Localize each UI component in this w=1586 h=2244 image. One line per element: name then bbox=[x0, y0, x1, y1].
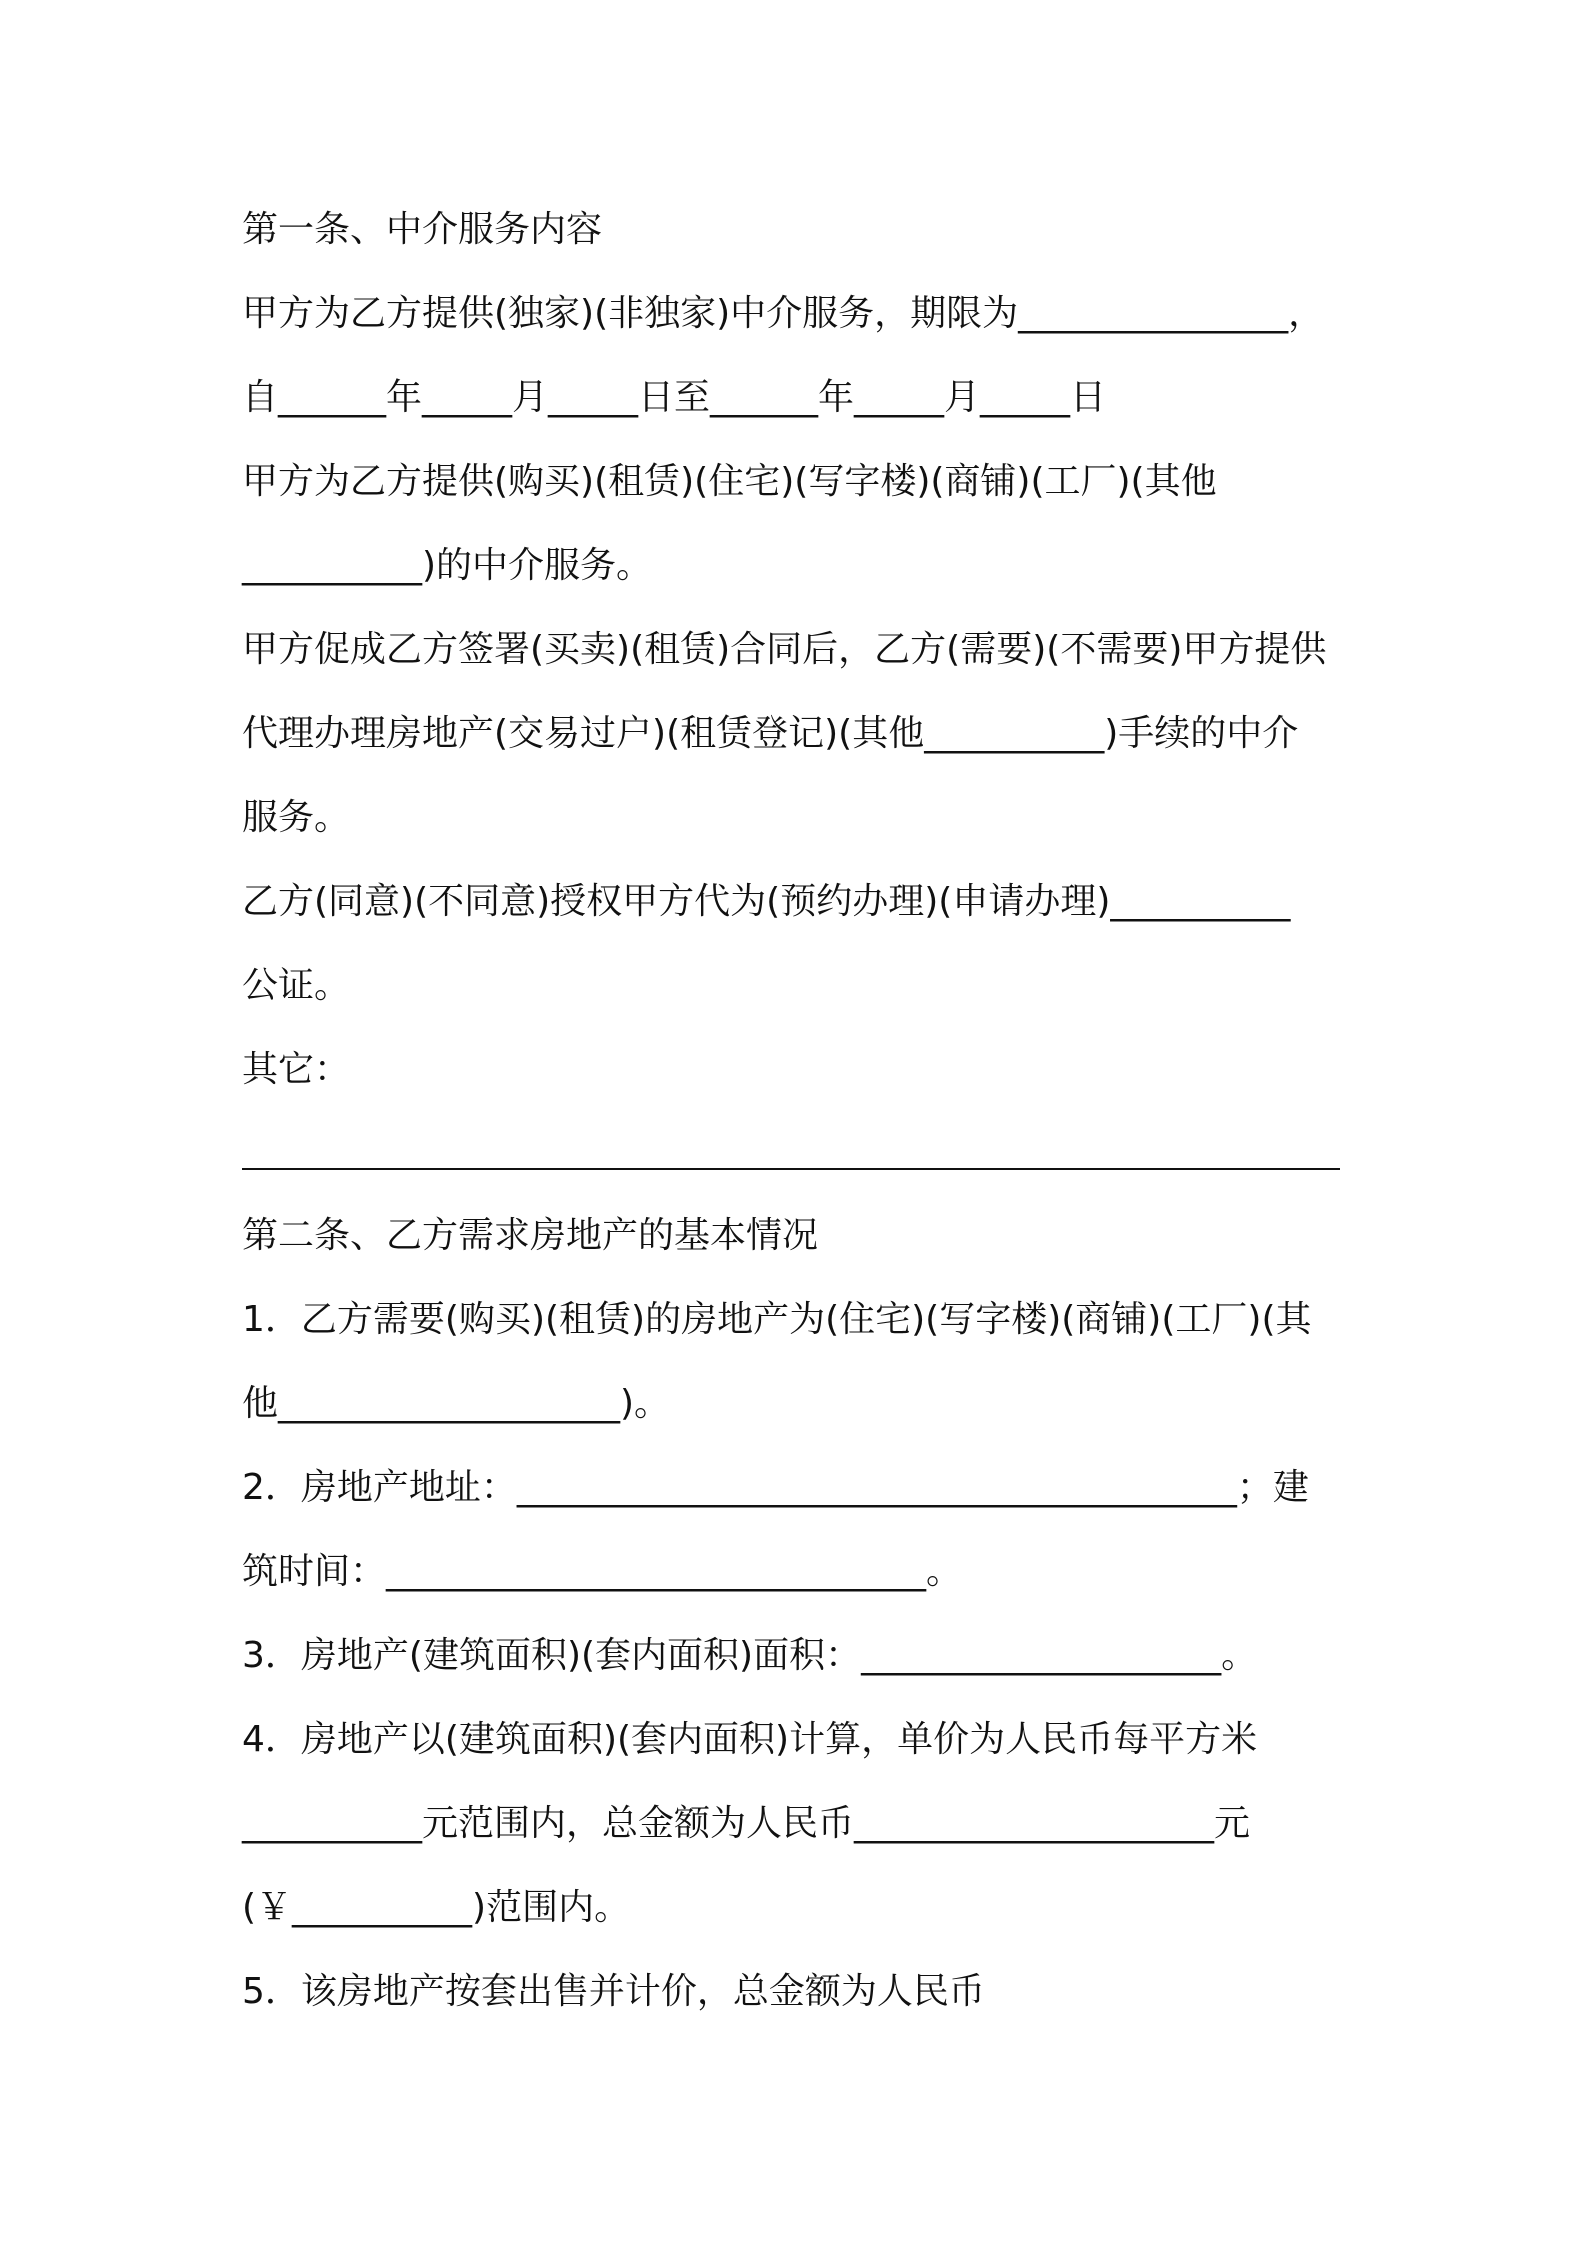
agency-service-line-end: 服务。 bbox=[242, 797, 351, 838]
item-4-line: 4．房地产以(建筑面积)(套内面积)计算，单价为人民币每平方米 bbox=[242, 1719, 1258, 1760]
other-blank-rule bbox=[242, 1168, 1340, 1170]
notarization-line: 乙方(同意)(不同意)授权甲方代为(预约办理)(申请办理)__________ bbox=[242, 881, 1291, 922]
item-1-line: 1．乙方需要(购买)(租赁)的房地产为(住宅)(写字楼)(商铺)(工厂)(其 bbox=[242, 1299, 1312, 1340]
other-label: 其它： bbox=[242, 1049, 351, 1090]
notarization-line-end: 公证。 bbox=[242, 965, 351, 1006]
service-term-line: 甲方为乙方提供(独家)(非独家)中介服务，期限为_______________， bbox=[242, 293, 1325, 334]
item-4-line-cont: __________元范围内，总金额为人民币____________________元 bbox=[242, 1803, 1251, 1844]
section-2-title: 第二条、乙方需求房地产的基本情况 bbox=[242, 1215, 819, 1256]
date-range-line: 自______年_____月_____日至______年_____月_____日 bbox=[242, 377, 1106, 418]
agency-service-line-cont: 代理办理房地产(交易过户)(租赁登记)(其他__________)手续的中介 bbox=[242, 713, 1299, 754]
item-5-line: 5．该房地产按套出售并计价，总金额为人民币 bbox=[242, 1971, 985, 2012]
section-1-title: 第一条、中介服务内容 bbox=[242, 209, 603, 250]
property-type-line-cont: __________)的中介服务。 bbox=[242, 545, 653, 586]
agency-service-line: 甲方促成乙方签署(买卖)(租赁)合同后，乙方(需要)(不需要)甲方提供 bbox=[242, 629, 1327, 670]
item-4-line-end: (￥__________)范围内。 bbox=[242, 1887, 631, 1928]
property-type-line: 甲方为乙方提供(购买)(租赁)(住宅)(写字楼)(商铺)(工厂)(其他 bbox=[242, 461, 1217, 502]
item-3-line: 3．房地产(建筑面积)(套内面积)面积：____________________。 bbox=[242, 1635, 1258, 1676]
item-2-line: 2．房地产地址：________________________________________；建 bbox=[242, 1467, 1309, 1508]
item-2-line-cont: 筑时间：______________________________。 bbox=[242, 1551, 963, 1592]
item-1-line-cont: 他___________________)。 bbox=[242, 1383, 671, 1424]
